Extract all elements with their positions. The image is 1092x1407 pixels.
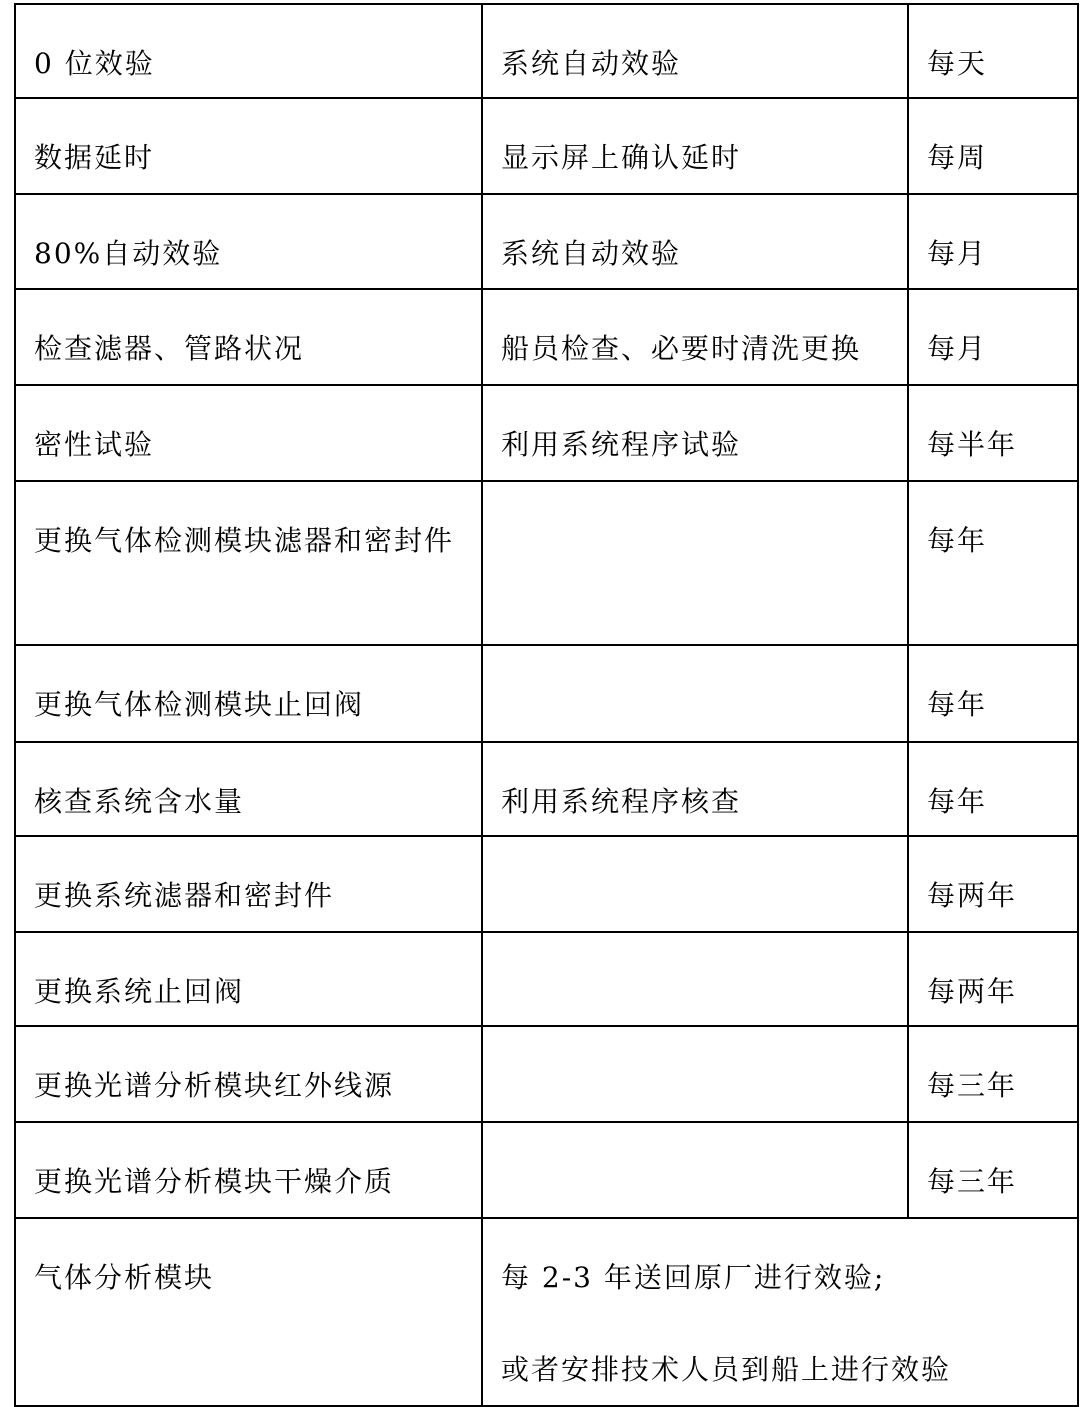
method-cell: 船员检查、必要时清洗更换 [482,289,908,385]
item-cell: 核查系统含水量 [15,742,482,836]
frequency-cell: 每半年 [908,385,1078,481]
item-cell: 更换系统止回阀 [15,932,482,1026]
method-cell: 显示屏上确认延时 [482,98,908,194]
item-cell: 更换光谱分析模块干燥介质 [15,1122,482,1218]
frequency-cell: 每年 [908,742,1078,836]
method-cell [482,932,908,1026]
item-cell: 更换气体检测模块滤器和密封件 [15,481,482,645]
table-row [15,742,1078,836]
item-cell: 气体分析模块 [15,1218,482,1406]
table-row [15,194,1078,289]
frequency-cell: 每月 [908,194,1078,289]
table-row [15,1026,1078,1122]
method-cell [482,836,908,932]
frequency-cell: 每两年 [908,932,1078,1026]
table-row [15,98,1078,194]
table-row [15,4,1078,98]
frequency-cell: 每周 [908,98,1078,194]
frequency-cell: 每三年 [908,1122,1078,1218]
frequency-cell: 每两年 [908,836,1078,932]
method-cell: 系统自动效验 [482,194,908,289]
method-cell: 系统自动效验 [482,4,908,98]
table-row [15,385,1078,481]
method-cell [482,645,908,742]
item-cell: 检查滤器、管路状况 [15,289,482,385]
method-cell [482,1122,908,1218]
frequency-cell: 每年 [908,481,1078,645]
table-row [15,1122,1078,1218]
table-row [15,1218,1078,1406]
table-row [15,289,1078,385]
item-cell: 更换气体检测模块止回阀 [15,645,482,742]
item-cell: 更换光谱分析模块红外线源 [15,1026,482,1122]
table-row [15,836,1078,932]
table-row [15,481,1078,645]
method-cell: 利用系统程序核查 [482,742,908,836]
frequency-cell: 每年 [908,645,1078,742]
method-cell: 利用系统程序试验 [482,385,908,481]
item-cell: 更换系统滤器和密封件 [15,836,482,932]
maintenance-table [14,3,1079,1407]
frequency-cell: 每天 [908,4,1078,98]
frequency-cell: 每三年 [908,1026,1078,1122]
method-cell [482,481,908,645]
frequency-cell: 每月 [908,289,1078,385]
note-cell [482,1218,1078,1406]
item-cell: 0 位效验 [15,4,482,98]
note-line: 每 2-3 年送回原厂进行效验; [501,1261,886,1294]
note-line: 或者安排技术人员到船上进行效验 [501,1353,952,1386]
item-cell: 密性试验 [15,385,482,481]
item-cell: 80%自动效验 [15,194,482,289]
table-row [15,932,1078,1026]
method-cell [482,1026,908,1122]
item-cell: 数据延时 [15,98,482,194]
table-row [15,645,1078,742]
